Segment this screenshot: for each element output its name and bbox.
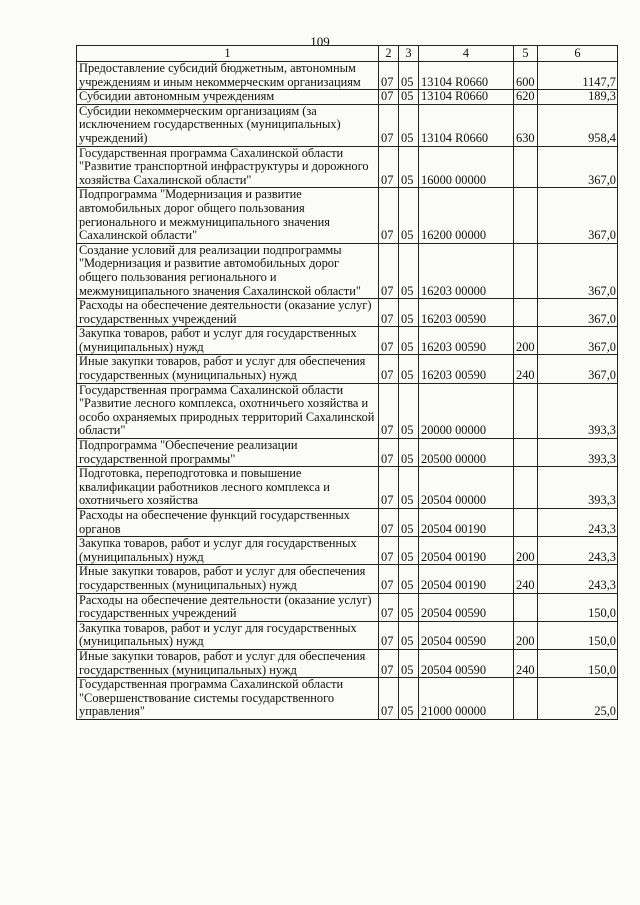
amount-cell: 367,0 — [538, 188, 618, 243]
section-code-cell: 07 — [379, 62, 399, 90]
expense-type-cell: 200 — [514, 537, 538, 565]
section-code-cell: 07 — [379, 678, 399, 720]
table-row — [77, 104, 618, 146]
section-code-cell: 07 — [379, 621, 399, 649]
expense-type-cell: 630 — [514, 104, 538, 146]
section-code-cell: 07 — [379, 104, 399, 146]
section-code-cell: 07 — [379, 299, 399, 327]
amount-cell: 150,0 — [538, 593, 618, 621]
subsection-code-cell: 05 — [399, 188, 419, 243]
table-row — [77, 243, 618, 298]
expense-type-cell — [514, 509, 538, 537]
target-article-cell: 20504 00590 — [419, 593, 514, 621]
column-header: 3 — [399, 46, 419, 62]
target-article-cell: 20000 00000 — [419, 383, 514, 438]
target-article-cell: 20504 00590 — [419, 621, 514, 649]
expense-type-cell — [514, 188, 538, 243]
target-article-cell: 20504 00590 — [419, 649, 514, 677]
table-row — [77, 188, 618, 243]
subsection-code-cell: 05 — [399, 62, 419, 90]
expense-name-cell: Закупка товаров, работ и услуг для государственных (муниципальных) нужд — [77, 327, 379, 355]
table-row — [77, 593, 618, 621]
expense-type-cell — [514, 593, 538, 621]
table-row — [77, 383, 618, 438]
section-code-cell: 07 — [379, 188, 399, 243]
expense-name-cell: Расходы на обеспечение деятельности (оказание услуг) государственных учреждений — [77, 593, 379, 621]
target-article-cell: 16203 00590 — [419, 327, 514, 355]
amount-cell: 243,3 — [538, 537, 618, 565]
table-row — [77, 146, 618, 188]
amount-cell: 189,3 — [538, 90, 618, 105]
subsection-code-cell: 05 — [399, 537, 419, 565]
subsection-code-cell: 05 — [399, 146, 419, 188]
target-article-cell: 13104 R0660 — [419, 62, 514, 90]
amount-cell: 25,0 — [538, 678, 618, 720]
table-row — [77, 678, 618, 720]
expense-type-cell — [514, 146, 538, 188]
amount-cell: 243,3 — [538, 509, 618, 537]
subsection-code-cell: 05 — [399, 565, 419, 593]
amount-cell: 367,0 — [538, 355, 618, 383]
expense-name-cell: Закупка товаров, работ и услуг для государственных (муниципальных) нужд — [77, 621, 379, 649]
column-header: 6 — [538, 46, 618, 62]
amount-cell: 1147,7 — [538, 62, 618, 90]
target-article-cell: 20504 00000 — [419, 467, 514, 509]
section-code-cell: 07 — [379, 649, 399, 677]
amount-cell: 958,4 — [538, 104, 618, 146]
target-article-cell: 16203 00000 — [419, 243, 514, 298]
target-article-cell: 16203 00590 — [419, 355, 514, 383]
target-article-cell: 20504 00190 — [419, 565, 514, 593]
expense-name-cell: Иные закупки товаров, работ и услуг для обеспечения государственных (муниципальных) нужд — [77, 649, 379, 677]
target-article-cell: 20500 00000 — [419, 439, 514, 467]
table-row — [77, 649, 618, 677]
expense-name-cell: Иные закупки товаров, работ и услуг для обеспечения государственных (муниципальных) нужд — [77, 355, 379, 383]
subsection-code-cell: 05 — [399, 649, 419, 677]
expense-type-cell — [514, 299, 538, 327]
expense-type-cell — [514, 243, 538, 298]
subsection-code-cell: 05 — [399, 678, 419, 720]
amount-cell: 393,3 — [538, 467, 618, 509]
subsection-code-cell: 05 — [399, 383, 419, 438]
subsection-code-cell: 05 — [399, 90, 419, 105]
amount-cell: 367,0 — [538, 299, 618, 327]
expense-type-cell: 240 — [514, 649, 538, 677]
subsection-code-cell: 05 — [399, 104, 419, 146]
expense-name-cell: Государственная программа Сахалинской области "Развитие лесного комплекса, охотничьего хозяйства и особо охраняемых природных территорий Сахалинской области" — [77, 383, 379, 438]
target-article-cell: 16200 00000 — [419, 188, 514, 243]
amount-cell: 367,0 — [538, 243, 618, 298]
subsection-code-cell: 05 — [399, 299, 419, 327]
amount-cell: 367,0 — [538, 146, 618, 188]
amount-cell: 367,0 — [538, 327, 618, 355]
section-code-cell: 07 — [379, 467, 399, 509]
target-article-cell: 13104 R0660 — [419, 90, 514, 105]
expense-name-cell: Государственная программа Сахалинской области "Развитие транспортной инфраструктуры и дорожного хозяйства Сахалинской области" — [77, 146, 379, 188]
section-code-cell: 07 — [379, 383, 399, 438]
expense-type-cell: 240 — [514, 565, 538, 593]
subsection-code-cell: 05 — [399, 593, 419, 621]
amount-cell: 393,3 — [538, 383, 618, 438]
expense-name-cell: Подпрограмма "Обеспечение реализации государственной программы" — [77, 439, 379, 467]
table-row — [77, 299, 618, 327]
page-number: 109 — [310, 34, 330, 49]
expense-name-cell: Субсидии некоммерческим организациям (за исключением государственных (муниципальных) учреждений) — [77, 104, 379, 146]
expense-name-cell: Подпрограмма "Модернизация и развитие автомобильных дорог общего пользования регионального и межмуниципального значения Сахалинской области" — [77, 188, 379, 243]
expense-type-cell: 600 — [514, 62, 538, 90]
amount-cell: 243,3 — [538, 565, 618, 593]
column-header: 5 — [514, 46, 538, 62]
table-row — [77, 565, 618, 593]
target-article-cell: 21000 00000 — [419, 678, 514, 720]
expense-name-cell: Закупка товаров, работ и услуг для государственных (муниципальных) нужд — [77, 537, 379, 565]
subsection-code-cell: 05 — [399, 355, 419, 383]
table-body — [77, 62, 618, 720]
expense-name-cell: Государственная программа Сахалинской области "Совершенствование системы государственного управления" — [77, 678, 379, 720]
expense-name-cell: Субсидии автономным учреждениям — [77, 90, 379, 105]
expense-type-cell — [514, 678, 538, 720]
expense-type-cell — [514, 383, 538, 438]
amount-cell: 150,0 — [538, 649, 618, 677]
subsection-code-cell: 05 — [399, 467, 419, 509]
table-row — [77, 90, 618, 105]
section-code-cell: 07 — [379, 243, 399, 298]
section-code-cell: 07 — [379, 593, 399, 621]
table-header-row — [77, 46, 618, 62]
subsection-code-cell: 05 — [399, 621, 419, 649]
expense-type-cell — [514, 439, 538, 467]
target-article-cell: 16203 00590 — [419, 299, 514, 327]
expense-type-cell: 620 — [514, 90, 538, 105]
expense-name-cell: Создание условий для реализации подпрограммы "Модернизация и развитие автомобильных дорог общего пользования регионального и межмуниципального значения Сахалинской области" — [77, 243, 379, 298]
expense-type-cell: 200 — [514, 621, 538, 649]
target-article-cell: 20504 00190 — [419, 537, 514, 565]
expense-name-cell: Расходы на обеспечение функций государственных органов — [77, 509, 379, 537]
expense-name-cell: Подготовка, переподготовка и повышение квалификации работников лесного комплекса и охотничьего хозяйства — [77, 467, 379, 509]
table-row — [77, 355, 618, 383]
expense-name-cell: Иные закупки товаров, работ и услуг для обеспечения государственных (муниципальных) нужд — [77, 565, 379, 593]
section-code-cell: 07 — [379, 565, 399, 593]
section-code-cell: 07 — [379, 509, 399, 537]
table-row — [77, 327, 618, 355]
table-row — [77, 621, 618, 649]
expense-name-cell: Предоставление субсидий бюджетным, автономным учреждениям и иным некоммерческим организациям — [77, 62, 379, 90]
amount-cell: 150,0 — [538, 621, 618, 649]
table-row — [77, 509, 618, 537]
budget-table — [76, 45, 618, 720]
expense-type-cell: 200 — [514, 327, 538, 355]
target-article-cell: 16000 00000 — [419, 146, 514, 188]
subsection-code-cell: 05 — [399, 327, 419, 355]
expense-name-cell: Расходы на обеспечение деятельности (оказание услуг) государственных учреждений — [77, 299, 379, 327]
column-header: 2 — [379, 46, 399, 62]
table-row — [77, 467, 618, 509]
table-row — [77, 537, 618, 565]
subsection-code-cell: 05 — [399, 243, 419, 298]
section-code-cell: 07 — [379, 146, 399, 188]
target-article-cell: 20504 00190 — [419, 509, 514, 537]
expense-type-cell: 240 — [514, 355, 538, 383]
column-header: 1 — [77, 46, 379, 62]
subsection-code-cell: 05 — [399, 509, 419, 537]
subsection-code-cell: 05 — [399, 439, 419, 467]
section-code-cell: 07 — [379, 537, 399, 565]
table-row — [77, 62, 618, 90]
column-header: 4 — [419, 46, 514, 62]
section-code-cell: 07 — [379, 439, 399, 467]
expense-type-cell — [514, 467, 538, 509]
table-row — [77, 439, 618, 467]
section-code-cell: 07 — [379, 327, 399, 355]
amount-cell: 393,3 — [538, 439, 618, 467]
target-article-cell: 13104 R0660 — [419, 104, 514, 146]
section-code-cell: 07 — [379, 355, 399, 383]
section-code-cell: 07 — [379, 90, 399, 105]
